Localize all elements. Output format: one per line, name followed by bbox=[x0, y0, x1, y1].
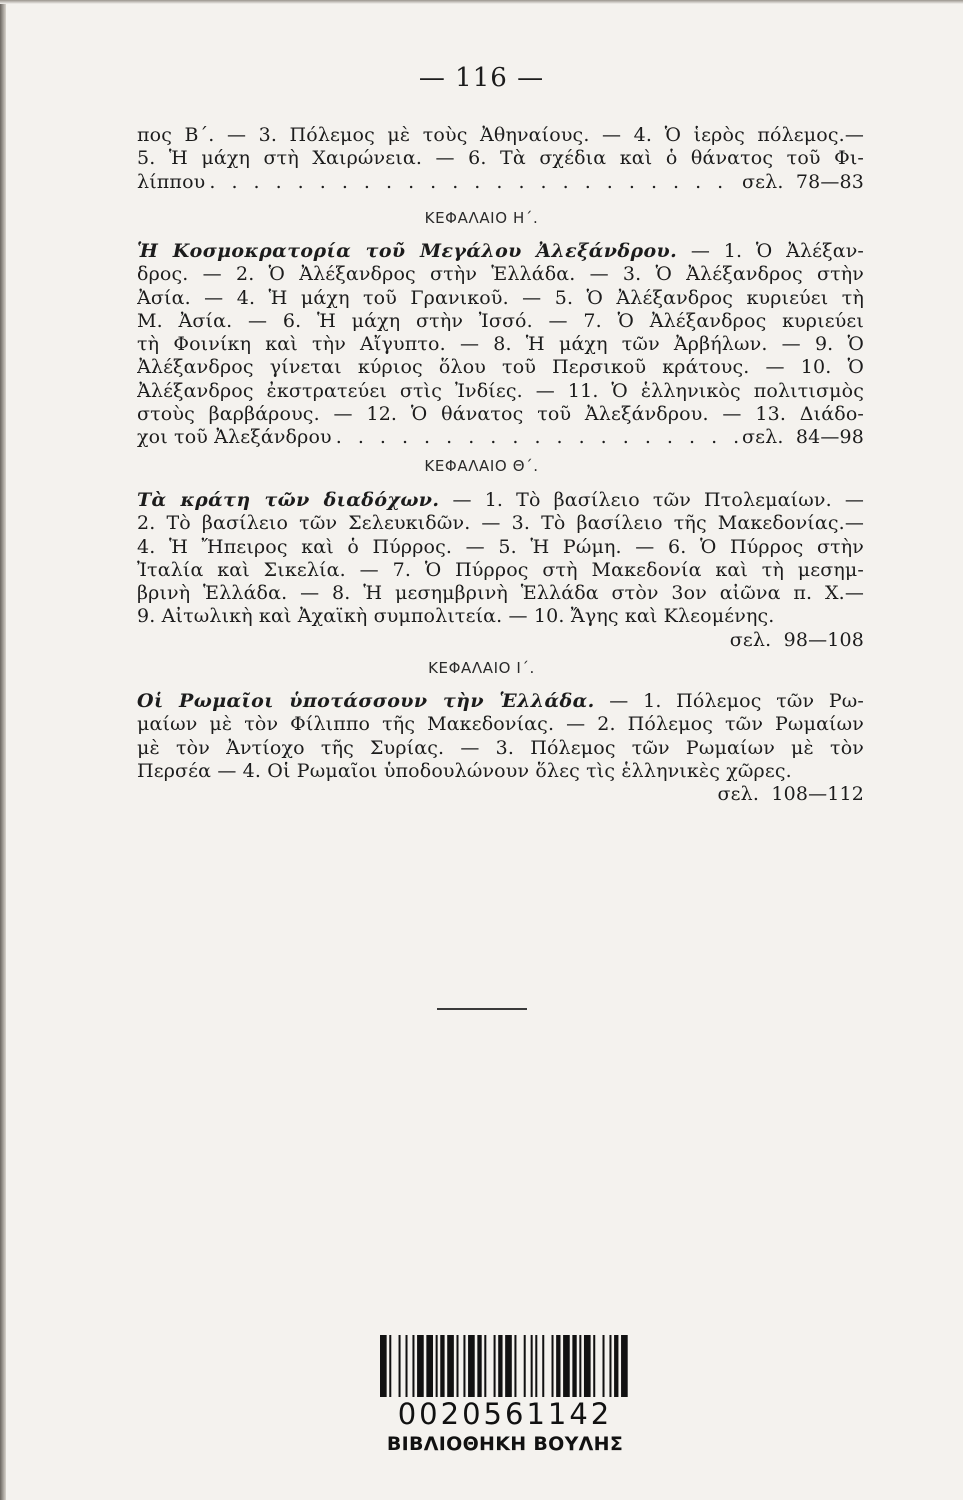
text-line: Περσέα — 4. Οἱ Ρωμαῖοι ὑποδουλώνουν ὅλες τὶς ἑλληνικὲς χῶρες. bbox=[137, 759, 792, 782]
barcode-bar bbox=[440, 1335, 444, 1397]
barcode-bar bbox=[498, 1335, 502, 1397]
barcode-bar bbox=[380, 1335, 387, 1397]
barcode-bar bbox=[477, 1335, 481, 1397]
toc-page-line bbox=[137, 783, 864, 806]
chapter-heading: ΚΕΦΑΛΑΙΟ Η΄. bbox=[424, 209, 539, 227]
page-reference: σελ. 84—98 bbox=[742, 426, 864, 449]
dot-leader bbox=[209, 171, 738, 194]
page-reference: σελ. 78—83 bbox=[742, 170, 864, 193]
text-line: μαίων μὲ τὸν Φίλιππο τῆς Μακεδονίας. — 2. Πόλεμος τῶν Ρωμαίων bbox=[137, 713, 864, 736]
stamp-label: ΒΙΒΛΙΟΘΗΚΗ ΒΟΥΛΗΣ bbox=[386, 1433, 624, 1455]
page-reference: σελ. 108—112 bbox=[717, 783, 864, 806]
barcode-bar bbox=[447, 1335, 454, 1397]
text-line: 4. Ἡ Ἤπειρος καὶ ὁ Πύρρος. — 5. Ἡ Ρώμη. — 6. Ὁ Πύρρος στὴν bbox=[137, 535, 864, 558]
chapter-title: Τὰ κράτη τῶν διαδόχων. bbox=[137, 489, 440, 511]
text-line: 9. Αἰτωλικὴ καὶ Ἀχαϊκὴ συμπολιτεία. — 10. Ἄγης καὶ Κλεομένης. bbox=[137, 605, 775, 628]
text-line: βρινὴ Ἑλλάδα. — 8. Ἡ μεσημβρινὴ Ἑλλάδα στὸν 3ον αἰῶνα π. Χ.— bbox=[137, 582, 864, 605]
barcode-bar bbox=[399, 1335, 401, 1397]
chapter-block bbox=[137, 489, 864, 652]
barcode-bar bbox=[556, 1335, 560, 1397]
barcode-bar bbox=[572, 1335, 576, 1397]
text-line: 2. Τὸ βασίλειο τῶν Σελευκιδῶν. — 3. Τὸ βασίλειο τῆς Μακεδονίας.— bbox=[137, 512, 864, 535]
toc-page-line bbox=[137, 629, 864, 652]
toc-entry-last-line: χοι τοῦ Ἀλεξάνδρου . . . σελ. 84—98 bbox=[137, 426, 864, 449]
text-line: Τὰ κράτη τῶν διαδόχων. — 1. Τὸ βασίλειο τῶν Πτολεμαίων. — bbox=[137, 489, 864, 511]
chapter-title: Ἡ Κοσμοκρατορία τοῦ Μεγάλου Ἀλεξάνδρου. bbox=[137, 240, 678, 262]
text-line: Ἡ Κοσμοκρατορία τοῦ Μεγάλου Ἀλεξάνδρου. — 1. Ὁ Ἀλέξαν- bbox=[137, 240, 864, 262]
barcode-bar bbox=[535, 1335, 537, 1397]
page-number: — 116 — bbox=[418, 63, 545, 93]
text-line: Ἰταλία καὶ Σικελία. — 7. Ὁ Πύρρος στὴ Μακεδονία καὶ τὴ μεσημ- bbox=[137, 558, 864, 581]
chapter-block bbox=[137, 690, 864, 806]
barcode-bar bbox=[468, 1335, 475, 1397]
barcode-bar bbox=[494, 1335, 496, 1397]
text-line: μὲ τὸν Ἀντίοχο τῆς Συρίας. — 3. Πόλεμος τῶν Ρωμαίων μὲ τὸν bbox=[137, 736, 864, 759]
barcode-bar bbox=[593, 1335, 595, 1397]
page-edge-top bbox=[0, 0, 963, 4]
barcode-bar bbox=[484, 1335, 486, 1397]
text-line: στοὺς βαρβάρους. — 12. Ὁ θάνατος τοῦ Ἀλεξάνδρου. — 13. Διάδο- bbox=[137, 403, 864, 426]
dot-leader bbox=[336, 426, 738, 449]
barcode-bar bbox=[505, 1335, 512, 1397]
barcode-bar bbox=[614, 1335, 618, 1397]
stamp-number: 0020561142 bbox=[397, 1397, 613, 1431]
text-line: Ἀλέξανδρος ἐκστρατεύει στὶς Ἰνδίες. — 11. Ὁ ἑλληνικὸς πολιτισμὸς bbox=[137, 379, 864, 402]
barcode-bar bbox=[531, 1335, 533, 1397]
barcode-bar bbox=[524, 1335, 526, 1397]
barcode-bar bbox=[542, 1335, 544, 1397]
barcode-bar bbox=[406, 1335, 408, 1397]
barcode-bar bbox=[621, 1335, 628, 1397]
text-line: Οἱ Ρωμαῖοι ὑποτάσσουν τὴν Ἑλλάδα. — 1. Πόλεμος τῶν Ρω- bbox=[137, 690, 864, 712]
toc-entry-last-line: λίππου . . . σελ. 78—83 bbox=[137, 171, 864, 194]
barcode-bar bbox=[514, 1335, 516, 1397]
barcode-bar bbox=[603, 1335, 605, 1397]
barcode-bar bbox=[552, 1335, 554, 1397]
barcode-bar bbox=[584, 1335, 591, 1397]
barcode-bar bbox=[609, 1335, 611, 1397]
barcode-bar bbox=[436, 1335, 438, 1397]
barcode-bar bbox=[426, 1335, 433, 1397]
text-line: τὴ Φοινίκη καὶ τὴν Αἴγυπτο. — 8. Ἡ μάχη τῶν Ἀρβήλων. — 9. Ὁ bbox=[137, 333, 864, 356]
page-reference: σελ. 98—108 bbox=[729, 628, 864, 651]
barcode-bar bbox=[417, 1335, 424, 1397]
chapter-title: Οἱ Ρωμαῖοι ὑποτάσσουν τὴν Ἑλλάδα. bbox=[137, 690, 595, 712]
barcode-bar bbox=[579, 1335, 581, 1397]
chapter-heading: ΚΕΦΑΛΑΙΟ Ι΄. bbox=[428, 659, 535, 677]
barcode-bar bbox=[389, 1335, 391, 1397]
section-divider bbox=[437, 1008, 527, 1010]
barcode-bar bbox=[463, 1335, 465, 1397]
chapter-block bbox=[137, 240, 864, 450]
text-line: Ἀσία. — 4. Ἡ μάχη τοῦ Γρανικοῦ. — 5. Ὁ Ἀλέξανδρος κυριεύει τὴ bbox=[137, 286, 864, 309]
barcode-bar bbox=[563, 1335, 570, 1397]
intro-block bbox=[137, 124, 864, 194]
text-line: δρος. — 2. Ὁ Ἀλέξανδρος στὴν Ἑλλάδα. — 3. Ὁ Ἀλέξανδρος στὴν bbox=[137, 263, 864, 286]
barcode-graphic bbox=[380, 1335, 628, 1397]
library-stamp bbox=[374, 1335, 636, 1463]
text-line: Μ. Ἀσία. — 6. Ἡ μάχη στὴν Ἰσσό. — 7. Ὁ Ἀλέξανδρος κυριεύει bbox=[137, 309, 864, 332]
barcode-bar bbox=[456, 1335, 458, 1397]
chapter-heading: ΚΕΦΑΛΑΙΟ Θ΄. bbox=[424, 457, 539, 475]
text-line: 5. Ἡ μάχη στὴ Χαιρώνεια. — 6. Τὰ σχέδια καὶ ὁ θάνατος τοῦ Φι- bbox=[137, 147, 864, 170]
text-line: Ἀλέξανδρος γίνεται κύριος ὅλου τοῦ Περσικοῦ κράτους. — 10. Ὁ bbox=[137, 356, 864, 379]
barcode-bar bbox=[412, 1335, 414, 1397]
text-line: πος Β΄. — 3. Πόλεμος μὲ τοὺς Ἀθηναίους. — 4. Ὁ ἱερὸς πόλεμος.— bbox=[137, 124, 864, 146]
